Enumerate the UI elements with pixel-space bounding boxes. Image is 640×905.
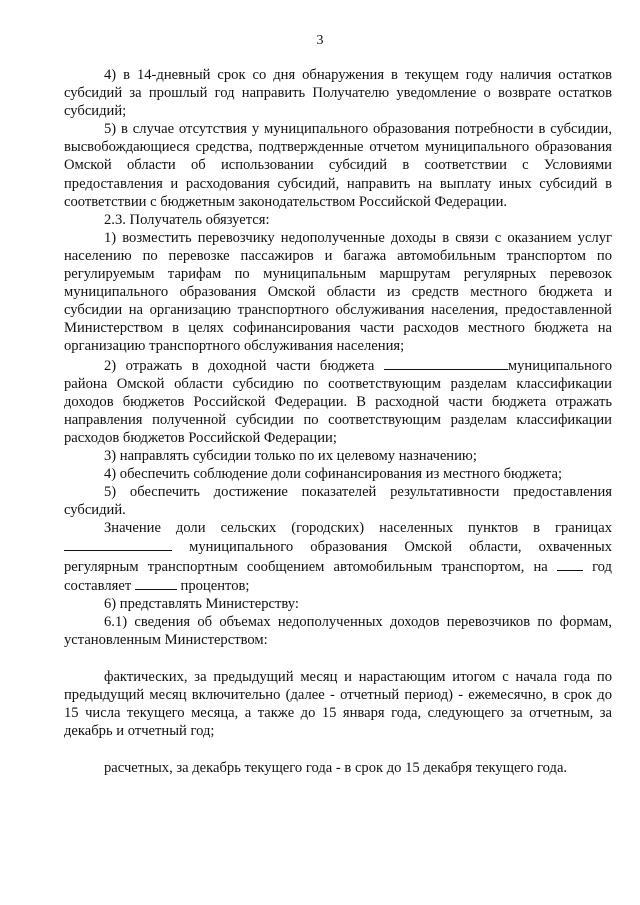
paragraph-section-2-3: 2.3. Получатель обязуется: bbox=[104, 211, 270, 228]
paragraph-obligation-5: 5) обеспечить достижение показателей результативности предоставления субсидий. bbox=[64, 484, 612, 519]
paragraph-item-4: 4) в 14-дневный срок со дня обнаружения в текущем году наличия остатков субсидий за прошлый год направить Получателю уведомление о возврате остатков субсидий; bbox=[64, 67, 612, 120]
paragraph-obligation-2 bbox=[64, 356, 612, 447]
blank-line-municipality bbox=[384, 356, 508, 370]
paragraph-item-6: 6) представлять Министерству: bbox=[104, 595, 299, 612]
paragraph-estimated-report: расчетных, за декабрь текущего года - в срок до 15 декабря текущего года. bbox=[104, 760, 568, 777]
paragraph-item-6-1: 6.1) сведения об объемах недополученных доходов перевозчиков по формам, установленным Министерством: bbox=[64, 613, 612, 648]
paragraph-obligation-1: 1) возместить перевозчику недополученные доходы в связи с оказанием услуг населению по перевозке пассажиров и багажа автомобильным транспортом по регулируемым тарифам по муниципальным маршрутам регулярных перевозок муниципального образования Омской области из средств местного бюджета и субсидии на организацию транспортного обслуживания населения, предоставленной Министерством в целях софинансирования части расходов местного бюджета на организацию транспортного обслуживания населения; bbox=[64, 229, 612, 355]
obligation-2-text-start: 2) отражать в доходной части бюджета bbox=[104, 357, 375, 374]
paragraph-obligation-3: 3) направлять субсидии только по их целевому назначению; bbox=[104, 447, 477, 464]
share-text-2: муниципального образования Омской области, охваченных регулярным транспортным сообщением автомобильным транспортом, на bbox=[64, 539, 612, 575]
share-text-4: процентов; bbox=[180, 577, 250, 594]
document-body bbox=[64, 66, 612, 777]
paragraph-item-5: 5) в случае отсутствия у муниципального образования потребности в субсидии, высвобождающиеся средства, подтвержденные отчетом муниципального образования Омской области об использовании субсидий в соответствии с Условиями предоставления и расходования субсидий, направить на выплату иных субсидий в соответствии с бюджетным законодательством Российской Федерации. bbox=[64, 121, 612, 210]
blank-line-year bbox=[557, 557, 583, 571]
blank-line-borders bbox=[64, 537, 172, 551]
share-text-1: Значение доли сельских (городских) населенных пунктов в границах bbox=[104, 520, 612, 537]
share-text-3: год составляет bbox=[64, 558, 612, 594]
blank-line-percent bbox=[135, 576, 177, 590]
paragraph-actual-report: фактических, за предыдущий месяц и нарастающим итогом с начала года по предыдущий месяц включительно (далее - отчетный период) - ежемесячно, в срок до 15 числа текущего месяца, а также до 15 января года, следующего за отчетным, за декабрь и отчетный год; bbox=[64, 669, 612, 740]
paragraph-share-value bbox=[64, 519, 612, 594]
obligation-2-text-rest: муниципального района Омской области субсидию по соответствующим разделам классификации доходов бюджетов Российской Федерации. В расходной части бюджета отражать направления полученной субсидии по соответствующим разделам классификации расходов бюджетов Российской Федерации; bbox=[64, 357, 613, 446]
paragraph-obligation-4: 4) обеспечить соблюдение доли софинансирования из местного бюджета; bbox=[104, 466, 563, 483]
page-number: 3 bbox=[316, 33, 324, 48]
